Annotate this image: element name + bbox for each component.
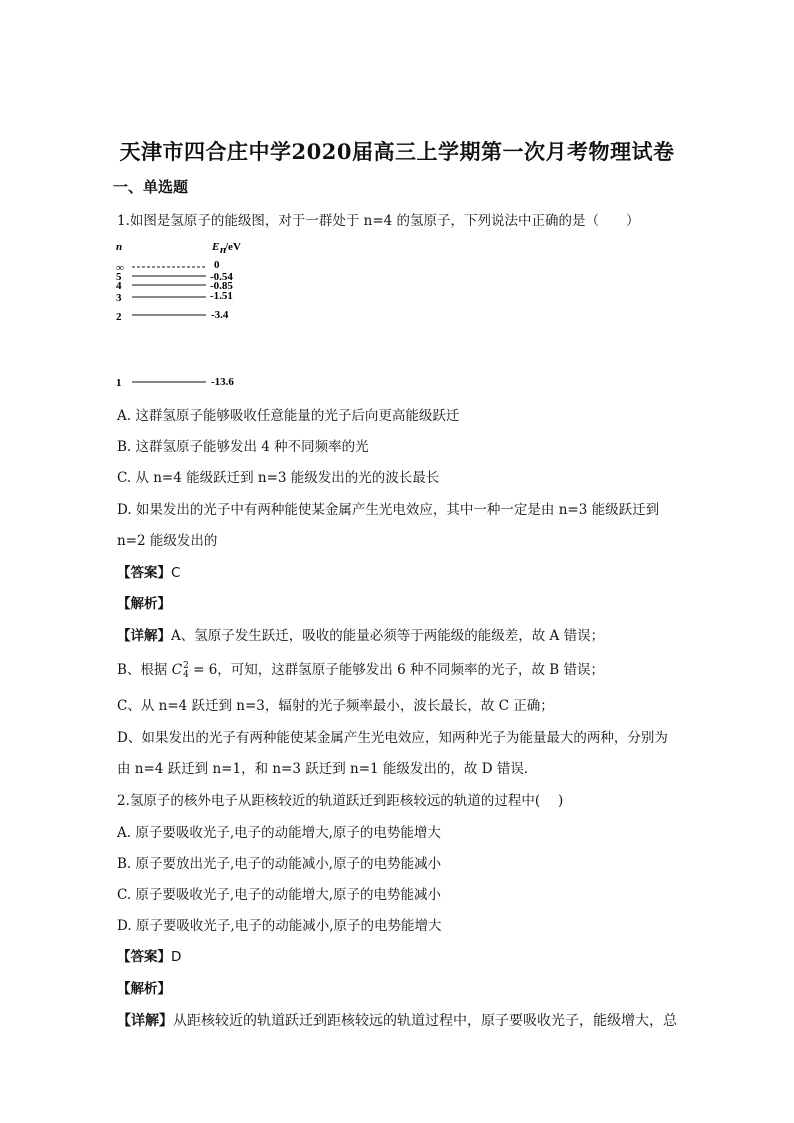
answer-label: 【答案】	[117, 565, 171, 581]
formula-sup: 2	[183, 660, 189, 671]
diagram-e-label: E	[212, 241, 220, 253]
q1-option-d-cont: n=2 能级发出的	[117, 533, 218, 549]
level-n-inf: ∞	[116, 262, 124, 274]
level-n-2: 2	[116, 311, 122, 323]
q2-option-c[interactable]: C. 原子要吸收光子,电子的动能增大,原子的电势能减小	[117, 887, 442, 903]
level-n-5: 5	[116, 271, 122, 283]
level-e-1: -13.6	[211, 376, 234, 388]
formula-c: C	[171, 662, 183, 678]
section-heading: 一、单选题	[113, 178, 189, 196]
level-e-inf: 0	[214, 259, 220, 271]
q1-option-c[interactable]: C. 从 n=4 能级跃迁到 n=3 能级发出的光的波长最长	[117, 470, 440, 486]
q1-detail-a	[117, 624, 604, 644]
level-n-4: 4	[116, 280, 122, 292]
q1-detail-d-cont: 由 n=4 跃迁到 n=1，和 n=3 跃迁到 n=1 能级发出的，故 D 错误．	[117, 761, 538, 777]
q2-option-a[interactable]: A. 原子要吸收光子,电子的动能增大,原子的电势能增大	[117, 825, 441, 841]
formula-sub: 4	[183, 669, 189, 680]
q1-stem: 1.如图是氢原子的能级图，对于一群处于 n=4 的氢原子，下列说法中正确的是（ ）	[117, 213, 640, 229]
detail-b-post: ，可知，这群氢原子能够发出 6 种不同频率的光子，故 B 错误；	[217, 662, 604, 678]
level-e-4: -0.85	[210, 280, 233, 292]
level-e-5: -0.54	[210, 271, 233, 283]
diagram-e-unit: /eV	[225, 241, 241, 253]
level-n-3: 3	[116, 292, 122, 304]
q2-analysis-label: 【解析】	[117, 981, 171, 997]
level-n-1: 1	[116, 377, 122, 388]
answer-value: D	[171, 949, 182, 965]
detail-b-pre: B、根据	[117, 662, 172, 678]
q2-stem: 2.氢原子的核外电子从距核较近的轨道跃迁到距核较远的轨道的过程中( )	[117, 793, 564, 809]
q2-answer	[117, 945, 181, 965]
level-e-2: -3.4	[211, 309, 229, 321]
q1-analysis-label: 【解析】	[117, 596, 171, 612]
detail-label: 【详解】	[117, 628, 171, 644]
answer-label: 【答案】	[117, 949, 171, 965]
diagram-n-label: n	[116, 241, 123, 253]
q2-option-d[interactable]: D. 原子要吸收光子,电子的动能减小,原子的电势能增大	[117, 918, 442, 934]
detail-text: 从距核较近的轨道跃迁到距核较远的轨道过程中，原子要吸收光子，能级增大，总	[173, 1013, 677, 1029]
page-title: 天津市四合庄中学2020届高三上学期第一次月考物理试卷	[119, 139, 675, 164]
level-e-3: -1.51	[210, 290, 233, 302]
energy-level-diagram	[110, 236, 270, 388]
formula-eq: = 6	[188, 662, 218, 678]
q1-detail-c: C、从 n=4 跃迁到 n=3，辐射的光子频率最小，波长最长，故 C 正确；	[117, 698, 554, 714]
detail-label: 【详解】	[117, 1013, 173, 1029]
detail-a-text: A、氢原子发生跃迁，吸收的能量必须等于两能级的能级差，故 A 错误；	[171, 628, 605, 644]
q1-option-a[interactable]: A. 这群氢原子能够吸收任意能量的光子后向更高能级跃迁	[117, 408, 460, 424]
diagram-e-sub: n	[220, 244, 227, 256]
q1-answer	[117, 561, 180, 581]
q2-option-b[interactable]: B. 原子要放出光子,电子的动能减小,原子的电势能减小	[117, 856, 442, 872]
q1-option-b[interactable]: B. 这群氢原子能够发出 4 种不同频率的光	[117, 439, 369, 455]
q2-detail	[117, 1010, 677, 1030]
q1-detail-b	[117, 658, 604, 680]
q1-detail-d: D、如果发出的光子有两种能使某金属产生光电效应，知两种光子为能量最大的两种，分别为	[117, 730, 668, 746]
q1-option-d[interactable]: D. 如果发出的光子中有两种能使某金属产生光电效应，其中一种一定是由 n=3 能级跃迁到	[117, 502, 660, 518]
answer-value: C	[171, 565, 181, 581]
